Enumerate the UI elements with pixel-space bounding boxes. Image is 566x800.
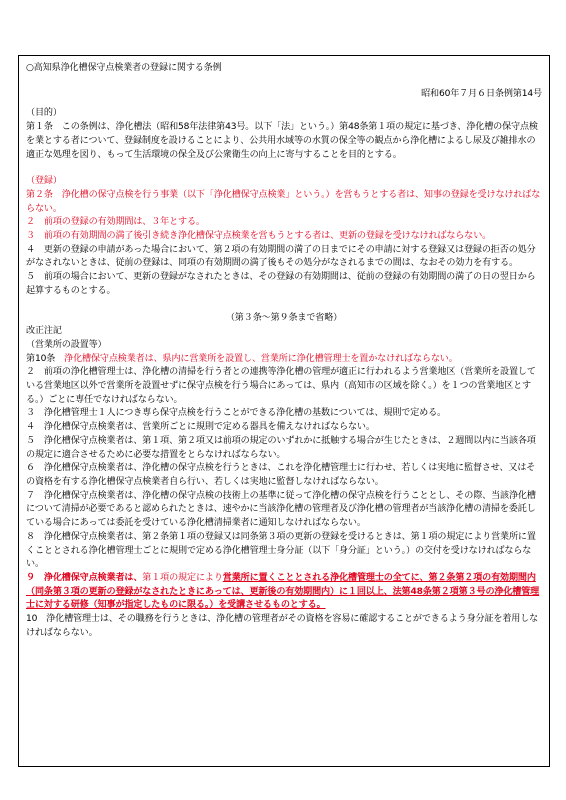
amendment-note: 改正注記 [26, 326, 62, 337]
article10-para7: ７ 浄化槽保守点検業者は、浄化槽の保守点検の技術上の基準に従って浄化槽の保守点検を行うこととし、その際、当該浄化槽について清掃が必要であると認められたときは、速やかに当該浄化槽の管理者及び浄化槽の管理者が当該浄化槽の清掃を委託している場合にあっては委託を受けている浄化槽清掃業者に通知しなければならない。 [26, 490, 536, 529]
article10-para8: ８ 浄化槽保守点検業者は、第２条第１項の登録又は同条第３項の更新の登録を受けるときは、第１項の規定により営業所に置くこととされる浄化槽管理士ごとに規則で定める浄化槽管理士身分証（以下「身分証」という。）の交付を受けなければならない。 [26, 531, 536, 570]
ordinance-title: ○高知県浄化槽保守点検業者の登録に関する条例 [26, 63, 222, 73]
article10-heading: （営業所の設置等） [26, 339, 107, 350]
article10-para9-reference: 第１項の規定により [142, 572, 223, 583]
article10-para9-amended-text: 営業所に置くこととされる浄化槽管理士の全てに、第２条第２項の有効期間内（同条第３項の更新の登録がなされたときにあっては、更新後の有効期間内）に１回以上、法第48条第２項第３号の浄化槽管理士に対する研修（知事が指定したものに限る。）を受講させるものとする。 [26, 572, 540, 611]
article10-para4: ４ 浄化槽保守点検業者は、営業所ごとに規則で定める器具を備えなければならない。 [26, 422, 375, 433]
article2-heading: （登録） [26, 176, 62, 187]
article2-para1: 第２条 浄化槽の保守点検を行う事業（以下「浄化槽保守点検業」という。）を営もうとする者は、知事の登録を受けなければならない。 [26, 189, 541, 214]
article2-para5: ５ 前項の場合において、更新の登録がなされたときは、その登録の有効期間は、従前の登録の有効期間の満了の日の翌日から起算するものとする。 [26, 272, 536, 296]
article10-para6: ６ 浄化槽保守点検業者は、浄化槽の保守点検を行うときは、これを浄化槽管理士に行わせ、若しくは実地に監督させ、又はその資格を有する浄化槽保守点検業者自ら行い、若しくは実地に監督しなければならない。 [26, 463, 536, 487]
article10-para9-lead: ９ 浄化槽保守点検業者は、 [26, 572, 143, 583]
article10-para1 [26, 353, 542, 367]
article10-number: 第10条 [26, 353, 56, 364]
article10-para5: ５ 浄化槽保守点検業者は、第１項、第２項又は前項の規定のいずれかに抵触する場合が生じたときは、２週間以内に当該各項の規定に適合させるために必要な措置をとらなければならない。 [26, 435, 536, 460]
article2-para3: ３ 前項の有効期間の満了後引き続き浄化槽保守点検業を営もうとする者は、更新の登録を受けなければならない。 [26, 231, 492, 242]
article10-para2: ２ 前項の浄化槽管理士は、浄化槽の清掃を行う者との連携等浄化槽の管理が適正に行われるよう営業地区（営業所を設置している営業地区以外で営業所を設置せずに保守点検を行う場合にあっては、県内（高知市の区域を除く。）を１つの営業地区とする。）ごとに専任でなければならない。 [26, 367, 536, 405]
document-page [18, 55, 550, 767]
enactment-date: 昭和60年７月６日条例第14号 [421, 88, 542, 99]
article2-para2: ２ 前項の登録の有効期間は、３年とする。 [26, 217, 205, 228]
article10-para9 [26, 572, 542, 613]
article10-para3: ３ 浄化槽管理士１人につき専ら保守点検を行うことができる浄化槽の基数については、規則で定める。 [26, 408, 446, 419]
article1-text: 第１条 この条例は、浄化槽法（昭和58年法律第43号。以下「法」という。）第48条第１項の規定に基づき、浄化槽の保守点検を業とする者について、登録制度を設けることにより、公共用水域等の水質の保全等の観点から浄化槽によるし尿及び雑排水の適正な処理を図り、もって生活環境の保全及び公衆衛生の向上に寄与することを目的とする。 [26, 122, 538, 160]
article1-heading: （目的） [26, 108, 62, 119]
omitted-articles-note: （第３条～第９条まで省略） [225, 312, 343, 323]
article10-para1-text: 浄化槽保守点検業者は、県内に営業所を設置し、営業所に浄化槽管理士を置かなければならない。 [64, 353, 458, 364]
article2-para4: ４ 更新の登録の申請があった場合において、第２項の有効期間の満了の日までにその申請に対する登録又は登録の拒否の処分がなされないときは、従前の登録は、同項の有効期間の満了後もその処分がなされるまでの間は、なおその効力を有する。 [26, 244, 536, 269]
article10-para10: 10 浄化槽管理士は、その職務を行うときは、浄化槽の管理者がその資格を容易に確認することができるよう身分証を着用しなければならない。 [26, 614, 539, 638]
